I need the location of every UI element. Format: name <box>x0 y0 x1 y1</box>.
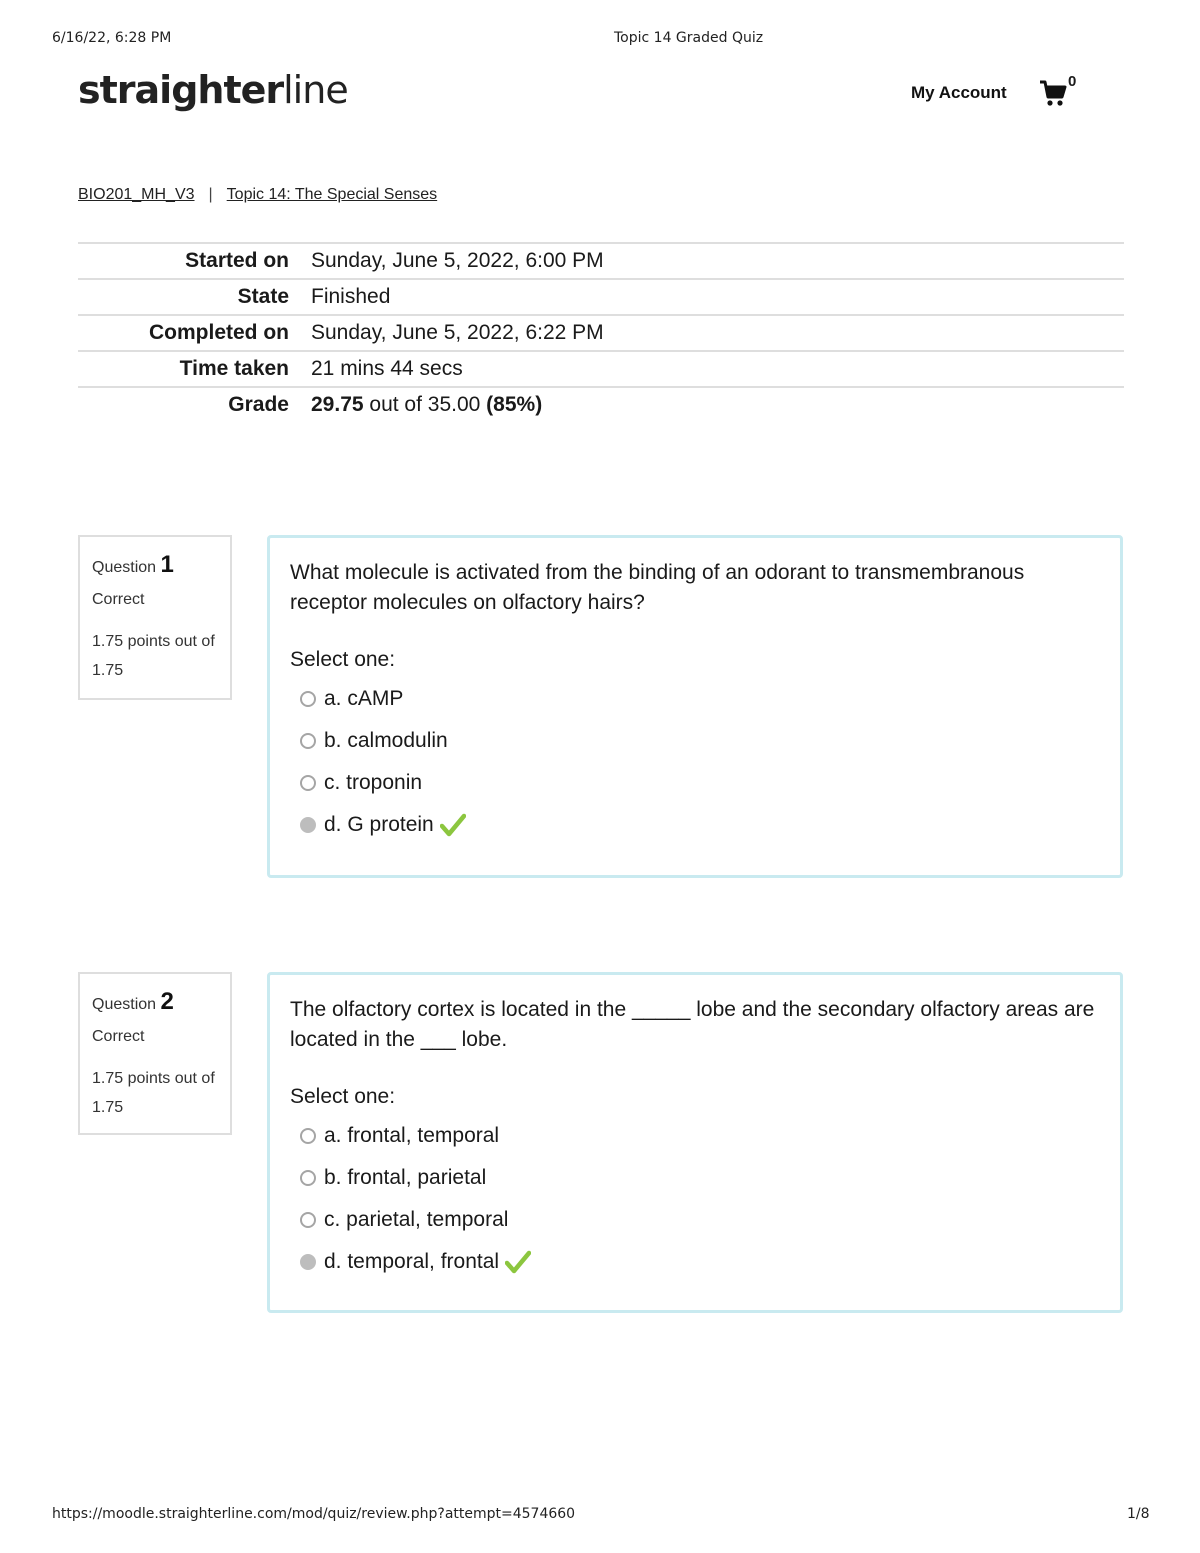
summary-label: State <box>78 279 311 315</box>
print-page-number: 1/8 <box>1127 1506 1150 1522</box>
question-number-label <box>92 551 218 579</box>
breadcrumb <box>78 186 437 204</box>
question-label: Question <box>92 559 157 576</box>
summary-row <box>78 351 1124 387</box>
answer-option[interactable] <box>290 762 1100 804</box>
answer-option[interactable] <box>290 1115 1100 1157</box>
answer-list <box>290 1115 1100 1283</box>
summary-row-grade <box>78 387 1124 422</box>
answer-option-selected[interactable] <box>290 1241 1100 1283</box>
answer-label: c. parietal, temporal <box>324 1208 509 1231</box>
grade-out-of: out of 35.00 <box>363 393 487 416</box>
answer-label: b. calmodulin <box>324 729 448 752</box>
radio-button-checked[interactable] <box>300 1254 316 1270</box>
summary-value: Finished <box>311 279 1124 315</box>
question-grade: 1.75 points out of 1.75 <box>92 1070 215 1116</box>
summary-label: Time taken <box>78 351 311 387</box>
summary-row <box>78 315 1124 351</box>
straighterline-logo[interactable] <box>78 68 348 112</box>
correct-check-icon <box>440 812 466 838</box>
answer-label: a. frontal, temporal <box>324 1124 500 1147</box>
select-one-prompt: Select one: <box>290 1085 396 1108</box>
print-url: https://moodle.straighterline.com/mod/quiz/review.php?attempt=4574660 <box>52 1506 576 1522</box>
answer-label: a. cAMP <box>324 687 404 710</box>
answer-option-selected[interactable] <box>290 804 1100 846</box>
shopping-cart-icon[interactable] <box>1038 78 1068 108</box>
question-number-label <box>92 988 218 1016</box>
my-account-link[interactable]: My Account <box>911 83 1007 102</box>
print-datetime: 6/16/22, 6:28 PM <box>52 30 172 46</box>
breadcrumb-topic-link[interactable]: Topic 14: The Special Senses <box>226 186 438 203</box>
grade-percent: (85%) <box>486 393 543 416</box>
answer-option[interactable] <box>290 1199 1100 1241</box>
answer-list <box>290 678 1100 846</box>
summary-value: Sunday, June 5, 2022, 6:22 PM <box>311 315 1124 351</box>
answer-label: b. frontal, parietal <box>324 1166 487 1189</box>
breadcrumb-separator: | <box>208 186 213 203</box>
radio-button-checked[interactable] <box>300 817 316 833</box>
summary-label: Completed on <box>78 315 311 351</box>
question-number: 1 <box>160 551 174 578</box>
question-text: What molecule is activated from the binding of an odorant to transmembranous receptor molecules on olfactory hairs? <box>290 561 1025 614</box>
radio-button[interactable] <box>300 1212 316 1228</box>
summary-row <box>78 243 1124 279</box>
question-info-2 <box>78 972 232 1135</box>
summary-value: 21 mins 44 secs <box>311 351 1124 387</box>
question-grade: 1.75 points out of 1.75 <box>92 633 215 679</box>
question-label: Question <box>92 996 157 1013</box>
logo-thin-text: line <box>283 68 348 112</box>
answer-label: d. G protein <box>324 813 434 836</box>
answer-label: c. troponin <box>324 771 423 794</box>
question-text: The olfactory cortex is located in the _____ lobe and the secondary olfactory areas are located in the ___ lobe. <box>290 998 1095 1051</box>
summary-value: Sunday, June 5, 2022, 6:00 PM <box>311 243 1124 279</box>
radio-button[interactable] <box>300 1170 316 1186</box>
summary-label: Started on <box>78 243 311 279</box>
print-title: Topic 14 Graded Quiz <box>614 30 764 46</box>
answer-option[interactable] <box>290 1157 1100 1199</box>
answer-label: d. temporal, frontal <box>324 1250 500 1273</box>
grade-value <box>311 387 1124 422</box>
question-state: Correct <box>92 591 145 608</box>
summary-label: Grade <box>78 387 311 422</box>
attempt-summary-table <box>78 242 1124 422</box>
question-state: Correct <box>92 1028 145 1045</box>
breadcrumb-course-link[interactable]: BIO201_MH_V3 <box>78 186 195 203</box>
logo-bold-text: straighter <box>78 68 284 112</box>
radio-button[interactable] <box>300 733 316 749</box>
correct-check-icon <box>505 1249 531 1275</box>
grade-score: 29.75 <box>311 393 364 416</box>
question-content-1 <box>267 535 1123 878</box>
question-content-2 <box>267 972 1123 1313</box>
summary-row <box>78 279 1124 315</box>
answer-option[interactable] <box>290 678 1100 720</box>
select-one-prompt: Select one: <box>290 648 396 671</box>
cart-count-badge: 0 <box>1068 73 1077 90</box>
radio-button[interactable] <box>300 1128 316 1144</box>
radio-button[interactable] <box>300 775 316 791</box>
radio-button[interactable] <box>300 691 316 707</box>
question-info-1 <box>78 535 232 700</box>
question-number: 2 <box>160 988 174 1015</box>
answer-option[interactable] <box>290 720 1100 762</box>
